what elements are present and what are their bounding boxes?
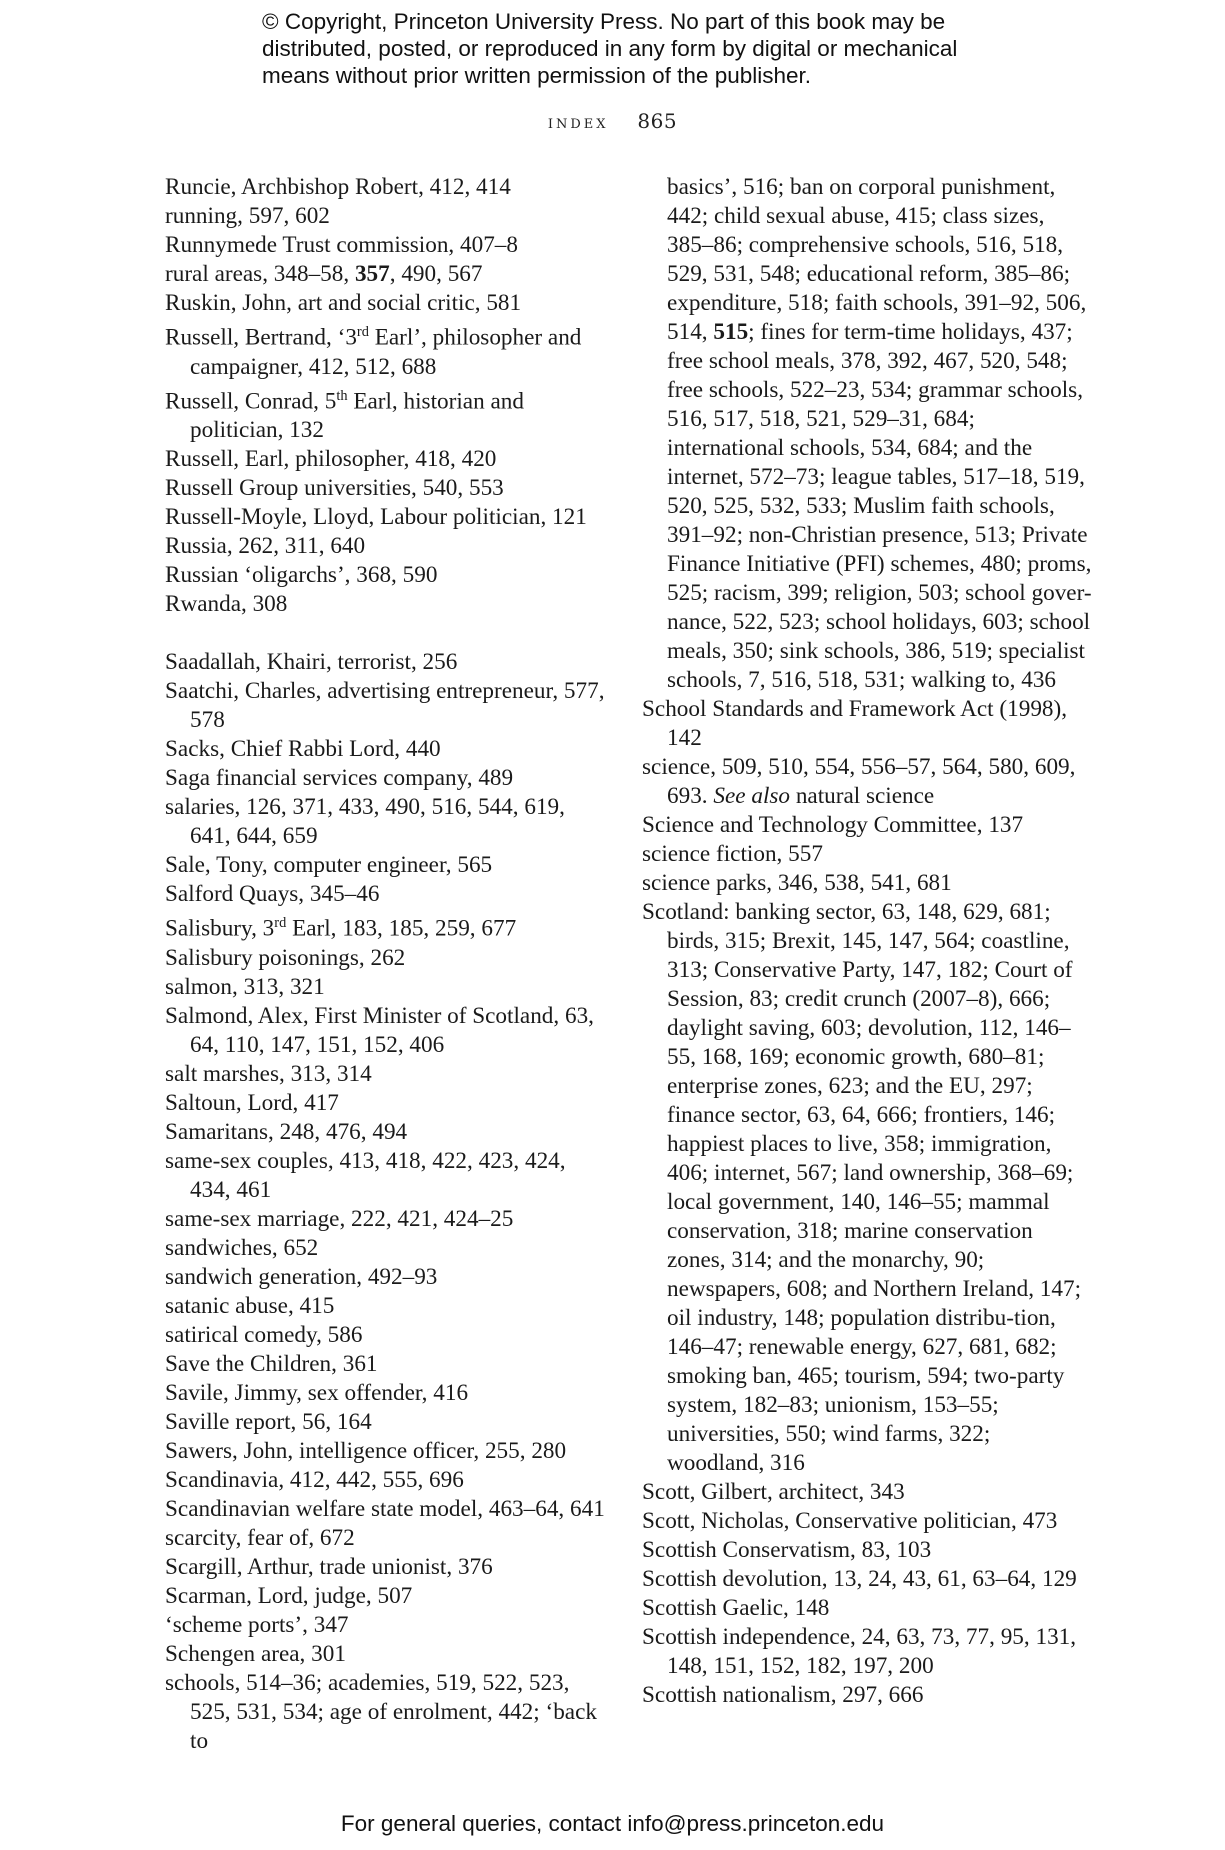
superscript: rd [356,324,369,340]
index-entry: salaries, 126, 371, 433, 490, 516, 544, 619, 641, 644, 659 [165,794,565,850]
index-entry: Savile, Jimmy, sex offender, 416 [165,1380,469,1407]
index-entry: same-sex marriage, 222, 421, 424–25 [165,1206,514,1233]
index-entry: Scottish independence, 24, 63, 73, 77, 95, 131, 148, 151, 152, 182, 197, 200 [642,1624,1077,1679]
index-entry: Scott, Gilbert, architect, 343 [642,1479,905,1505]
index-entry: ‘scheme ports’, 347 [165,1612,349,1639]
index-entry: science, 509, 510, 554, 556–57, 564, 580, 609, 693. See also natural science [642,754,1076,809]
index-entry: Sacks, Chief Rabbi Lord, 440 [165,736,441,763]
index-entry: Russell-Moyle, Lloyd, Labour politician, 121 [165,504,587,531]
index-entry: Russell, Conrad, 5th Earl, historian and politician, 132 [165,387,524,444]
index-entry: Sale, Tony, computer engineer, 565 [165,852,493,879]
index-entry: satanic abuse, 415 [165,1293,335,1320]
index-entry: Saadallah, Khairi, terrorist, 256 [165,649,458,676]
index-entry: Russell, Bertrand, ‘3rd Earl’, philosopher and campaigner, 412, 512, 688 [165,324,582,380]
index-entry: science fiction, 557 [642,841,823,867]
index-entry: Russell Group universities, 540, 553 [165,475,504,502]
footer-contact: For general queries, contact info@press.princeton.edu [340,1811,885,1836]
index-entry: Salford Quays, 345–46 [165,881,380,908]
index-entry: Scottish nationalism, 297, 666 [642,1682,924,1708]
index-entry: Scarman, Lord, judge, 507 [165,1583,413,1610]
index-entry: Samaritans, 248, 476, 494 [165,1119,408,1146]
page-number: 865 [637,109,678,133]
running-head [0,109,1225,133]
index-entry: Saltoun, Lord, 417 [165,1090,339,1117]
index-entry: Runcie, Archbishop Robert, 412, 414 [165,174,511,200]
index-entry: schools, 514–36; academies, 519, 522, 523, 525, 531, 534; age of enrolment, 442; ‘back to [165,1670,597,1755]
index-entry: School Standards and Framework Act (1998), 142 [642,696,1068,751]
index-entry: sandwich generation, 492–93 [165,1264,438,1291]
running-head-label: index [547,112,609,133]
index-entry: Ruskin, John, art and social critic, 581 [165,290,522,316]
index-entry: Runnymede Trust commission, 407–8 [165,232,518,258]
section-gap [165,619,605,648]
bold-page-ref: 515 [713,319,749,345]
index-entry: satirical comedy, 586 [165,1322,363,1349]
index-entry: science parks, 346, 538, 541, 681 [642,870,952,896]
index-entry: Salisbury, 3rd Earl, 183, 185, 259, 677 [165,915,517,943]
index-entry: Science and Technology Committee, 137 [642,812,1024,838]
index-entry: Save the Children, 361 [165,1351,378,1378]
index-entry: basics’, 516; ban on corporal punishment, 442; child sexual abuse, 415; class sizes, 385–86; comprehensive schools, 516, 518, 529, 531, 548; educational reform, 385–86; expenditure, 518; faith schools, 391–92, 506, 514, 515; fines for term-time holidays, 437; free school meals, 378, 392, 467, 520, 548; free schools, 522–23, 534; grammar schools, 516, 517, 518, 521, 529–31, 684; international schools, 534, 684; and the internet, 572–73; league tables, 517–18, 519, 520, 525, 532, 533; Muslim faith schools, 391–92; non-Christian presence, 513; Private Finance Initiative (PFI) schemes, 480; proms, 525; racism, 399; religion, 503; school gover-nance, 522, 523; school holidays, 603; school meals, 350; sink schools, 386, 519; specialist schools, 7, 516, 518, 531; walking to, 436 [667,174,1092,693]
index-column-right [642,173,1092,1710]
index-entry: sandwiches, 652 [165,1235,319,1262]
index-entry: running, 597, 602 [165,203,330,229]
index-entry: Scotland: banking sector, 63, 148, 629, 681; birds, 315; Brexit, 145, 147, 564; coastline, 313; Conservative Party, 147, 182; Court of Session, 83; credit crunch (2007–8), 666; daylight saving, 603; devolution, 112, 146–55, 168, 169; economic growth, 680–81; enterprise zones, 623; and the EU, 297; finance sector, 63, 64, 666; frontiers, 146; happiest places to live, 358; immigration, 406; internet, 567; land ownership, 368–69; local government, 140, 146–55; mammal conservation, 318; marine conservation zones, 314; and the monarchy, 90; newspapers, 608; and Northern Ireland, 147; oil industry, 148; population distribu-tion, 146–47; renewable energy, 627, 681, 682; smoking ban, 465; tourism, 594; two-party system, 182–83; unionism, 153–55; universities, 550; wind farms, 322; woodland, 316 [642,899,1082,1476]
superscript: rd [274,915,287,932]
index-entry: salmon, 313, 321 [165,974,325,1001]
copyright-notice: © Copyright, Princeton University Press. No part of this book may be distributed, posted, or reproduced in any form by digital or mechanical means without prior written permission of the publisher. [262,9,958,88]
see-also: See also [713,783,791,809]
index-entry: Saatchi, Charles, advertising entrepreneur, 577, 578 [165,678,605,734]
index-entry: Rwanda, 308 [165,591,288,618]
index-entry: Scott, Nicholas, Conservative politician, 473 [642,1508,1058,1534]
index-entry: Scottish Gaelic, 148 [642,1595,830,1621]
index-entry: Scandinavia, 412, 442, 555, 696 [165,1467,464,1494]
index-entry: same-sex couples, 413, 418, 422, 423, 424, 434, 461 [165,1148,566,1204]
bold-page-ref: 357 [354,261,390,287]
index-entry: Schengen area, 301 [165,1641,346,1668]
index-entry: Scandinavian welfare state model, 463–64, 641 [165,1496,605,1523]
index-column-left [165,173,605,1756]
superscript: th [336,387,348,404]
index-entry: scarcity, fear of, 672 [165,1525,355,1552]
index-entry: Salisbury poisonings, 262 [165,945,406,972]
index-entry: Scottish devolution, 13, 24, 43, 61, 63–64, 129 [642,1566,1077,1592]
index-entry: Saville report, 56, 164 [165,1409,372,1436]
index-entry: Saga financial services company, 489 [165,765,514,792]
index-entry: Russian ‘oligarchs’, 368, 590 [165,562,438,589]
index-entry: Scargill, Arthur, trade unionist, 376 [165,1554,493,1581]
index-entry: Scottish Conservatism, 83, 103 [642,1537,932,1563]
index-entry: Salmond, Alex, First Minister of Scotland, 63, 64, 110, 147, 151, 152, 406 [165,1003,594,1059]
index-entry: salt marshes, 313, 314 [165,1061,372,1088]
index-entry: rural areas, 348–58, 357, 490, 567 [165,261,483,287]
index-entry: Sawers, John, intelligence officer, 255, 280 [165,1438,567,1465]
index-entry: Russell, Earl, philosopher, 418, 420 [165,446,497,473]
index-entry: Russia, 262, 311, 640 [165,533,366,560]
